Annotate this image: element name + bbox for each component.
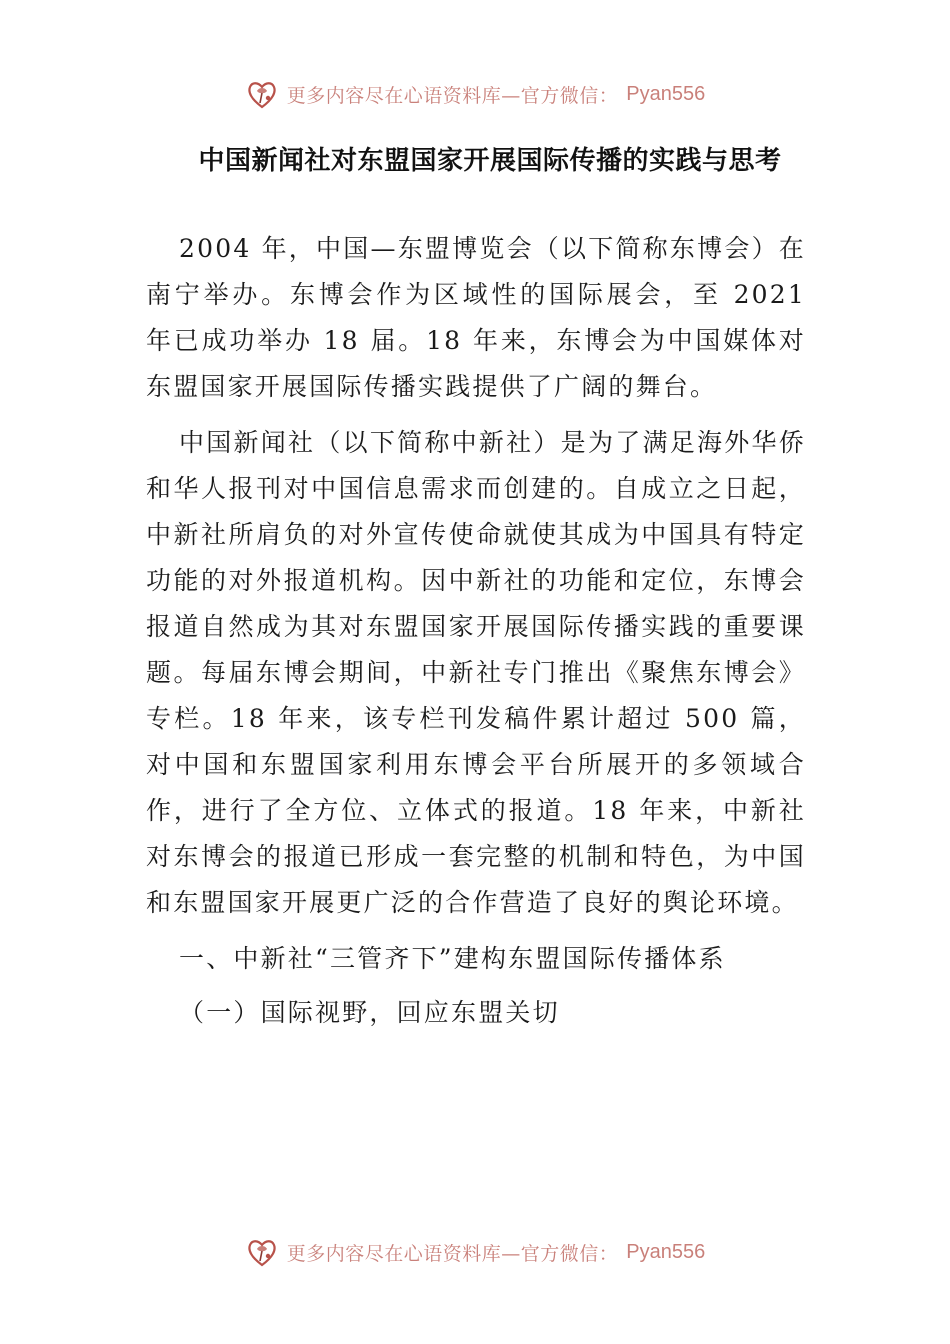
paragraph: 2004 年，中国—东盟博览会（以下简称东博会）在南宁举办。东博会作为区域性的国际展会，至 2021 年已成功举办 18 届。18 年来，东博会为中国媒体对东盟国家开展国际传播实践提供了广阔的舞台。: [146, 234, 806, 401]
watermark-handle: Pyan556: [626, 1240, 706, 1263]
paragraph: 中国新闻社（以下简称中新社）是为了满足海外华侨和华人报刊对中国信息需求而创建的。自成立之日起，中新社所肩负的对外宣传使命就使其成为中国具有特定功能的对外报道机构。因中新社的功能和定位，东博会报道自然成为其对东盟国家开展国际传播实践的重要课题。每届东博会期间，中新社专门推出《聚焦东博会》专栏。18 年来，该专栏刊发稿件累计超过 500 篇，对中国和东盟国家利用东博会平台所展开的多领域合作，进行了全方位、立体式的报道。18 年来，中新社对东博会的报道已形成一套完整的机制和特色，为中国和东盟国家开展更广泛的合作营造了良好的舆论环境。: [146, 428, 806, 917]
heart-rose-logo-icon: [245, 77, 279, 111]
header-watermark: [0, 72, 950, 116]
subsection-heading: （一）国际视野，回应东盟关切: [179, 998, 560, 1027]
section-heading: 一、中新社“三管齐下”建构东盟国际传播体系: [179, 944, 726, 973]
document-title: 中国新闻社对东盟国家开展国际传播的实践与思考: [198, 146, 782, 176]
watermark-handle: Pyan556: [626, 82, 706, 105]
footer-watermark: [0, 1230, 950, 1274]
heart-rose-logo-icon: [245, 1235, 279, 1269]
document-body: [146, 226, 806, 1036]
watermark-text: 更多内容尽在心语资料库—官方微信：: [286, 84, 619, 107]
watermark-text: 更多内容尽在心语资料库—官方微信：: [286, 1242, 619, 1265]
